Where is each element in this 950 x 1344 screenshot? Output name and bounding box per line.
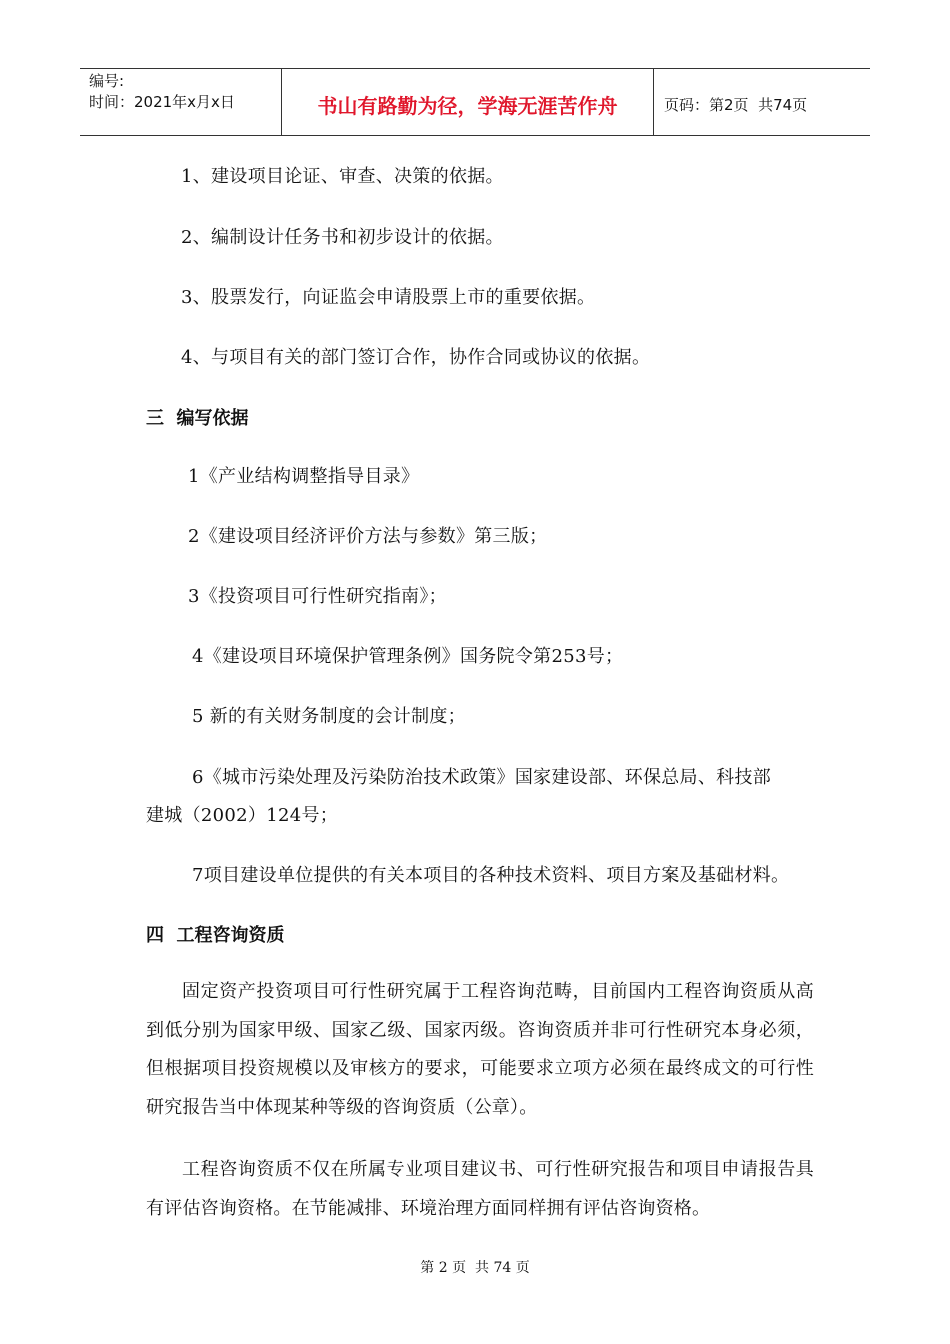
section-heading-qualification: 四 工程咨询资质 [146, 925, 285, 946]
basis-item: 4《建设项目环境保护管理条例》国务院令第253号； [192, 646, 624, 667]
purpose-item: 3、股票发行，向证监会申请股票上市的重要依据。 [181, 287, 596, 308]
qualification-paragraph: 工程咨询资质不仅在所属专业项目建议书、可行性研究报告和项目申请报告具有评估咨询资格。在节能减排、环境治理方面同样拥有评估咨询资格。 [146, 1159, 814, 1219]
section-heading-basis: 三 编写依据 [146, 408, 249, 429]
basis-item: 2《建设项目经济评价方法与参数》第三版； [188, 526, 548, 547]
basis-item-continued: 建城（2002）124号； [146, 805, 339, 826]
basis-item: 3《投资项目可行性研究指南》； [188, 586, 447, 607]
basis-item: 6《城市污染处理及污染防治技术政策》国家建设部、环保总局、科技部 [192, 767, 772, 788]
header-meta [80, 69, 282, 135]
header-motto: 书山有路勤为径，学海无涯苦作舟 [282, 69, 654, 135]
purpose-item: 1、建设项目论证、审查、决策的依据。 [181, 166, 504, 187]
number-label: 编号: [89, 72, 125, 90]
qualification-paragraph: 固定资产投资项目可行性研究属于工程咨询范畴，目前国内工程咨询资质从高到低分别为国家甲级、国家乙级、国家丙级。咨询资质并非可行性研究本身必须，但根据项目投资规模以及审核方的要求，可能要求立项方必须在最终成文的可行性研究报告当中体现某种等级的咨询资质（公章）。 [146, 981, 814, 1118]
page-footer: 第 2 页 共 74 页 [420, 1260, 530, 1276]
date-label: 时间：2021年x月x日 [89, 93, 235, 111]
header-page-label: 页码：第2页 共74页 [664, 95, 808, 114]
page-header [80, 68, 870, 136]
purpose-item: 2、编制设计任务书和初步设计的依据。 [181, 227, 504, 248]
basis-item: 7项目建设单位提供的有关本项目的各种技术资料、项目方案及基础材料。 [192, 865, 790, 886]
header-page-info [654, 69, 870, 135]
basis-item: 1《产业结构调整指导目录》 [188, 466, 420, 487]
basis-item: 5 新的有关财务制度的会计制度； [192, 706, 466, 727]
purpose-item: 4、与项目有关的部门签订合作，协作合同或协议的依据。 [181, 347, 651, 368]
